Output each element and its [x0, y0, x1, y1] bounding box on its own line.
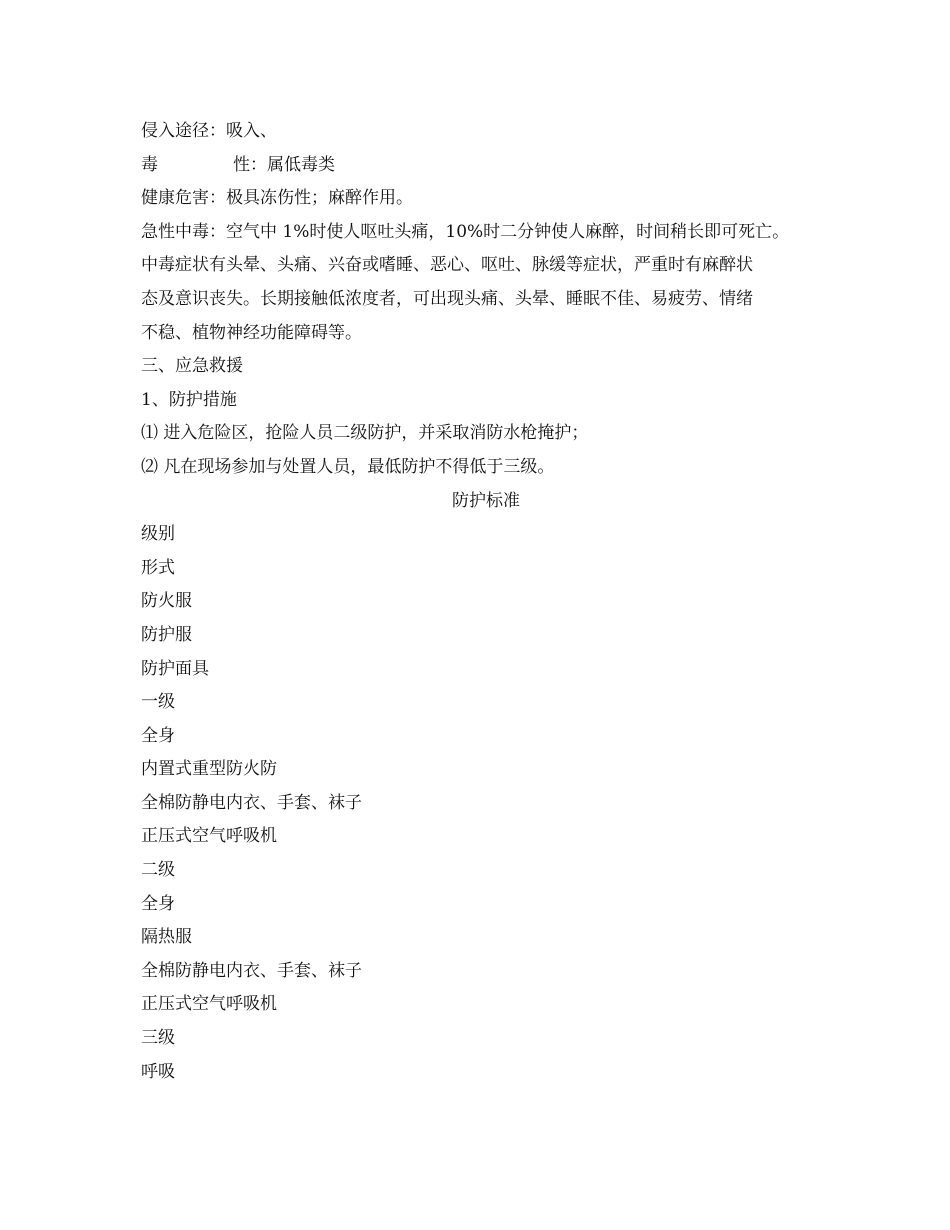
- measure-item: ⑵ 凡在现场参加与处置人员，最低防护不得低于三级。: [141, 456, 555, 477]
- table-cell: 隔热服: [141, 927, 192, 948]
- table-cell: 一级: [141, 692, 175, 713]
- table-cell: 全棉防静电内衣、手套、袜子: [141, 792, 362, 813]
- table-cell: 防护面具: [141, 658, 209, 679]
- sub-heading: 1、防护措施: [141, 389, 237, 410]
- section-heading: 三、应急救援: [141, 356, 243, 377]
- protection-table: [141, 518, 831, 1089]
- table-cell: 正压式空气呼吸机: [141, 826, 277, 847]
- table-title: 防护标准: [452, 490, 520, 511]
- health-hazard-field: 健康危害：极具冻伤性；麻醉作用。: [141, 188, 413, 209]
- table-cell: 防护服: [141, 624, 192, 645]
- table-cell: 形式: [141, 557, 175, 578]
- toxicity-field: [141, 149, 831, 183]
- toxicity-label: 毒: [141, 154, 158, 175]
- measure-item: ⑴ 进入危险区，抢险人员二级防护，并采取消防水枪掩护；: [141, 423, 589, 444]
- table-cell: 级别: [141, 524, 175, 545]
- table-cell: 正压式空气呼吸机: [141, 994, 277, 1015]
- table-cell: 内置式重型防火防: [141, 759, 277, 780]
- toxicity-value: 性：属低毒类: [233, 154, 335, 175]
- acute-line: 态及意识丧失。长期接触低浓度者，可出现头痛、头晕、睡眠不佳、易疲劳、情绪: [141, 288, 753, 309]
- table-cell: 二级: [141, 860, 175, 881]
- acute-line: 中毒症状有头晕、头痛、兴奋或嗜睡、恶心、呕吐、脉缓等症状，严重时有麻醉状: [141, 255, 753, 276]
- acute-line: 急性中毒：空气中 1%时使人呕吐头痛，10%时二分钟使人麻醉，时间稍长即可死亡。: [141, 221, 790, 242]
- table-cell: 全身: [141, 893, 175, 914]
- table-cell: 三级: [141, 1028, 175, 1049]
- table-cell: 呼吸: [141, 1061, 175, 1082]
- acute-line: 不稳、植物神经功能障碍等。: [141, 322, 362, 343]
- route-field: 侵入途径：吸入、: [141, 121, 277, 141]
- table-cell: 全身: [141, 725, 175, 746]
- table-cell: 防火服: [141, 591, 192, 612]
- table-cell: 全棉防静电内衣、手套、袜子: [141, 960, 362, 981]
- acute-poisoning-paragraph: [141, 216, 831, 350]
- document-page: [141, 115, 831, 1089]
